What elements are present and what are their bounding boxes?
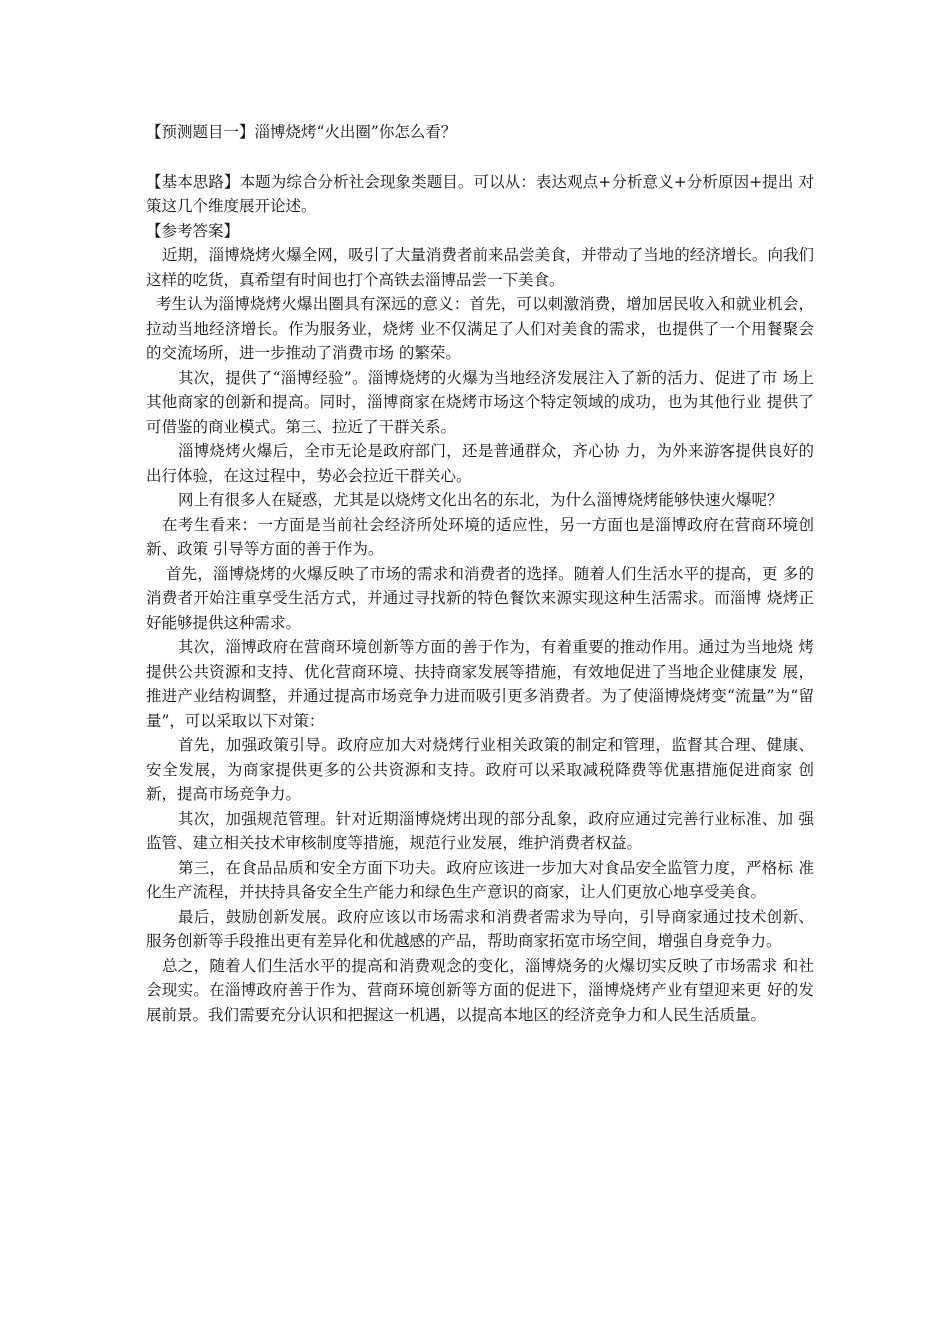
question-title: 【预测题目一】淄博烧烤“火出圈”你怎么看？: [146, 123, 457, 141]
paragraph: 考生认为淄博烧烤火爆出圈具有深远的意义：首先，可以刺激消费，增加居民收入和就业机会，拉动当地经济增长。作为服务业，烧烤 业不仅满足了人们对美食的需求，也提供了一个用餐聚会的交流场所，进一步推动了消费市场 的繁荣。: [146, 295, 814, 362]
paragraph: 首先，淄博烧烤的火爆反映了市场的需求和消费者的选择。随着人们生活水平的提高，更 多的消费者开始注重享受生活方式，并通过寻找新的特色餐饮来源实现这种生活需求。而淄博 烧烤正好能够提供这种需求。: [146, 564, 814, 632]
paragraph: 总之，随着人们生活水平的提高和消费观念的变化，淄博烧务的火爆切实反映了市场需求 和社会现实。在淄博政府善于作为、营商环境创新等方面的促进下，淄博烧烤产业有望迎来更 好的发展前景。我们需要充分认识和把握这一机遇，以提高本地区的经济竞争力和人民生活质量。: [146, 956, 814, 1024]
paragraph: 在考生看来：一方面是当前社会经济所处环境的适应性，另一方面也是淄博政府在营商环境创新、政策 引导等方面的善于作为。: [146, 515, 814, 558]
paragraph: 第三，在食品品质和安全方面下功夫。政府应该进一步加大对食品安全监管力度，严格标 准化生产流程，并扶持具备安全生产能力和绿色生产意识的商家，让人们更放心地享受美食。: [146, 858, 814, 901]
paragraph: 近期，淄博烧烤火爆全网，吸引了大量消费者前来品尝美食，并带动了当地的经济增长。向我们这样的吃货，真希望有时间也打个高铁去淄博品尝一下美食。: [146, 246, 814, 289]
paragraph: 首先，加强政策引导。政府应加大对烧烤行业相关政策的制定和管理，监督其合理、健康、 安全发展，为商家提供更多的公共资源和支持。政府可以采取减税降费等优惠措施促进商家 创新，提高市场竞争力。: [146, 736, 814, 803]
basic-approach: 【基本思路】本题为综合分析社会现象类题目。可以从：表达观点+分析意义+分析原因+提出 对策这几个维度展开论述。: [146, 172, 814, 215]
paragraph: 其次，加强规范管理。针对近期淄博烧烤出现的部分乱象，政府应通过完善行业标准、加 强监管、建立相关技术审核制度等措施，规范行业发展，维护消费者权益。: [146, 809, 814, 852]
paragraph: 其次，提供了“淄博经验”。淄博烧烤的火爆为当地经济发展注入了新的活力、促进了市 场上其他商家的创新和提高。同时，淄博商家在烧烤市场这个特定领域的成功，也为其他行业 提供了可借鉴的商业模式。第三、拉近了干群关系。: [146, 368, 814, 436]
paragraph: 淄博烧烤火爆后，全市无论是政府部门，还是普通群众，齐心协 力，为外来游客提供良好的出行体验，在这过程中，势必会拉近干群关心。: [146, 442, 814, 485]
paragraph: 其次，淄博政府在营商环境创新等方面的善于作为，有着重要的推动作用。通过为当地烧 烤提供公共资源和支持、优化营商环境、扶持商家发展等措施，有效地促进了当地企业健康发 展，推进产业结构调整，并通过提高市场竞争力进而吸引更多消费者。为了使淄博烧烤变“流量”为“留量”，可以采取以下对策：: [146, 638, 814, 730]
answer-label: 【参考答案】: [146, 221, 240, 240]
paragraph: 网上有很多人在疑惑，尤其是以烧烤文化出名的东北，为什么淄博烧烤能够快速火爆呢？: [178, 491, 783, 509]
document-page: [146, 120, 814, 1027]
paragraph: 最后，鼓励创新发展。政府应该以市场需求和消费者需求为导向，引导商家通过技术创新、 服务创新等手段推出更有差异化和优越感的产品，帮助商家拓宽市场空间，增强自身竞争力。: [146, 907, 814, 950]
